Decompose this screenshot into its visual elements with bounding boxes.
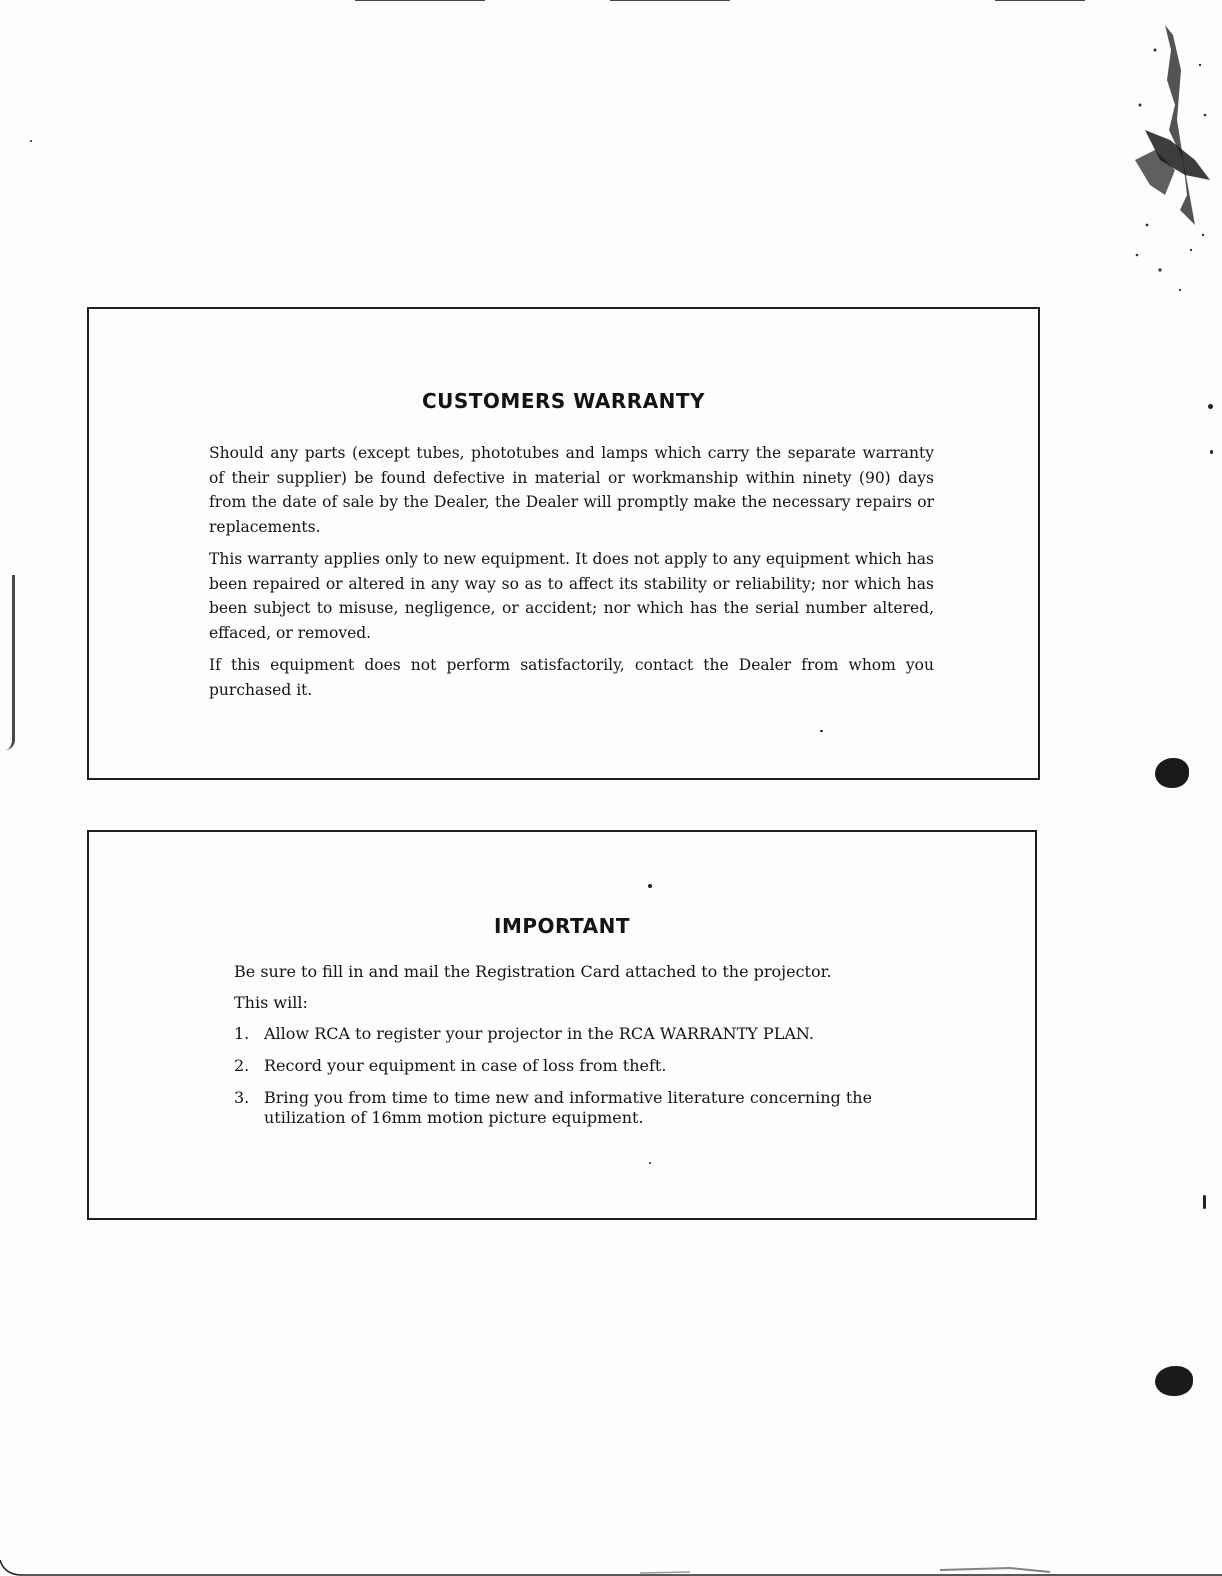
- hole-punch-shadow: [1155, 1366, 1193, 1396]
- scan-top-line: [355, 0, 485, 1]
- important-title: IMPORTANT: [494, 914, 630, 938]
- warranty-paragraph: Should any parts (except tubes, phototubes and lamps which carry the separate warranty of their supplier) be found defective in material or workmanship within ninety (90) days from the date of sale by the Dealer, the Dealer will promptly make the necessary repairs or replacements.: [209, 444, 934, 536]
- left-edge-mark: [0, 575, 15, 750]
- important-lead: This will:: [234, 993, 308, 1012]
- hole-punch-shadow: [1155, 758, 1189, 788]
- customers-warranty-box: [87, 307, 1040, 780]
- list-item: [234, 1088, 934, 1128]
- scan-stain: [1125, 10, 1222, 310]
- important-intro: Be sure to fill in and mail the Registration Card attached to the projector.: [234, 962, 832, 981]
- list-item-number: 1.: [234, 1024, 250, 1043]
- important-text: [234, 962, 934, 1140]
- dust-speck: [30, 140, 32, 142]
- list-item: [234, 1024, 934, 1044]
- list-item-number: 2.: [234, 1056, 250, 1075]
- list-item-text: Bring you from time to time new and informative literature concerning the utilization of 16mm motion picture equipment.: [264, 1088, 873, 1127]
- warranty-title: CUSTOMERS WARRANTY: [421, 389, 706, 413]
- list-item-number: 3.: [234, 1088, 250, 1107]
- dust-speck: [1203, 1195, 1206, 1209]
- warranty-paragraph: This warranty applies only to new equipment. It does not apply to any equipment which has been repaired or altered in any way so as to affect its stability or reliability; nor which has been subject to misuse, negligence, or accident; nor which has the serial number altered, effaced, or removed.: [209, 550, 934, 642]
- dust-speck: [1208, 404, 1213, 409]
- list-item: [234, 1056, 934, 1076]
- list-item-text: Allow RCA to register your projector in the RCA WARRANTY PLAN.: [264, 1024, 814, 1043]
- benefits-list: [234, 1024, 934, 1128]
- warranty-paragraph: If this equipment does not perform satisfactorily, contact the Dealer from whom you purchased it.: [209, 656, 934, 699]
- important-box: [87, 830, 1037, 1220]
- scan-top-line: [610, 0, 730, 1]
- scan-bottom-edge: [0, 1552, 1222, 1576]
- scan-top-line: [995, 0, 1085, 1]
- dust-speck: [1210, 450, 1213, 454]
- warranty-text: [209, 441, 934, 710]
- list-item-text: Record your equipment in case of loss from theft.: [264, 1056, 667, 1075]
